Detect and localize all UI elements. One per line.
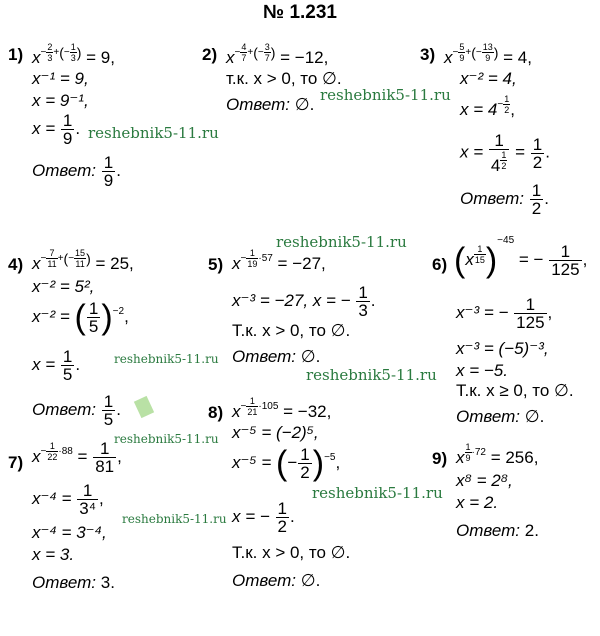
problem-6 (432, 236, 597, 436)
problem-number: 8) (208, 403, 224, 422)
problem-number: 5) (208, 255, 224, 274)
equation-line: x⁻⁵ = (−2)⁵, (232, 423, 319, 442)
equation-line: x = −5. (456, 361, 508, 380)
problem-number: 2) (202, 45, 218, 64)
answer-line: Ответ: 3. (32, 573, 115, 592)
equation-line: x⁻² = ( $\frac{1}{5}$ )$^{-2}$, (32, 298, 129, 337)
equation-line: x⁻³ = −27, x = − $\frac{1}{3}$ . (232, 283, 376, 320)
answer-line: Ответ: ∅. (232, 347, 321, 366)
equation-line: $x^{- \frac{1}{22} \cdot 88}$ = $\frac{1}{81}$ , (32, 439, 122, 476)
watermark: reshebnik5-11.ru (312, 484, 443, 502)
equation-line: x⁻⁴ = 3⁻⁴, (32, 523, 107, 542)
problem-number: 7) (8, 453, 24, 472)
page-title: № 1.231 (262, 2, 337, 23)
watermark: reshebnik5-11.ru (276, 233, 407, 251)
equation-line: $x^{- \frac{1}{19} \cdot 57} = -27$, (232, 248, 326, 274)
equation-line: $x = 4^{- \frac{1}{2}}$ , (460, 94, 515, 120)
answer-line: Ответ: $\frac{1}{5}$ . (32, 392, 121, 429)
problem-2 (202, 42, 402, 122)
equation-line: x⁻² = 5², (32, 277, 95, 296)
equation-line: x = − $\frac{1}{2}$ . (232, 499, 295, 536)
equation-line: Т.к. x ≥ 0, то ∅. (456, 381, 574, 400)
equation-line: x⁻² = 4, (460, 69, 517, 88)
equation-line: x = 9⁻¹, (32, 91, 89, 110)
answer-line: Ответ: $\frac{1}{2}$ . (460, 181, 549, 218)
watermark: reshebnik5-11.ru (306, 366, 437, 384)
answer-line: Ответ: ∅. (232, 571, 321, 590)
answer-line: Ответ: ∅. (226, 95, 315, 114)
equation-line: Т.к. x > 0, то ∅. (232, 321, 351, 340)
watermark: reshebnik5-11.ru (114, 432, 219, 446)
problem-4 (8, 248, 203, 428)
equation-line: $x^{- \frac{1}{21} \cdot 105} = -32$, (232, 396, 332, 422)
equation-line: x⁻¹ = 9, (32, 69, 89, 88)
problem-9 (432, 442, 597, 552)
equation-line: т.к. x > 0, то ∅. (226, 69, 342, 88)
equation-line: x = $\frac{1}{5}$ . (32, 347, 81, 384)
watermark: reshebnik5-11.ru (114, 352, 219, 366)
problem-number: 6) (432, 255, 448, 274)
problem-number: 3) (420, 45, 436, 64)
equation-line: x⁻⁵ = (− $\frac{1}{2}$ )$^{-5}$, (232, 444, 341, 483)
equation-line: (x $^{\frac{1}{15}}$ )$^{-45}$ = − $\frac{1}{125}$ , (454, 235, 588, 280)
equation-line: x = $\frac{1}{9}$ . (32, 111, 81, 148)
equation-line: $x^{- \frac{7}{11} +(- \frac{15}{11} )} = 25$, (32, 248, 134, 274)
problem-3 (420, 42, 595, 232)
problem-1 (8, 42, 188, 192)
equation-line: x = 1 4 $^{\frac{1}{2}}$ = $\frac{1}{2}$ . (460, 131, 550, 176)
equation-line: $x^{- \frac{2}{3} +(- \frac{1}{3} )} = 9$, (32, 42, 115, 68)
equation-line: x = 3. (32, 545, 75, 564)
equation-line: $x^{- \frac{4}{7} +(- \frac{3}{7} )} = -12$, (226, 42, 329, 68)
equation-line: x = 2. (456, 493, 499, 512)
watermark: reshebnik5-11.ru (88, 124, 219, 142)
watermark: reshebnik5-11.ru (320, 86, 451, 104)
problem-number: 9) (432, 449, 448, 468)
equation-line: $x^{- \frac{5}{9} +(- \frac{13}{9} )} = 4$, (444, 42, 532, 68)
answer-line: Ответ: 2. (456, 521, 539, 540)
equation-line: x⁸ = 2⁸, (456, 471, 513, 490)
equation-line: x⁻⁴ = $\frac{1}{\text{3⁴}}$ , (32, 481, 104, 518)
problem-5 (208, 248, 418, 378)
answer-line: Ответ: $\frac{1}{9}$ . (32, 153, 121, 190)
answer-line: Ответ: ∅. (456, 407, 545, 426)
equation-line: x⁻³ = − $\frac{1}{125}$ , (456, 295, 553, 332)
problem-number: 1) (8, 45, 24, 64)
equation-line: x $^{\frac{1}{9} \cdot 72}$ = 256, (456, 442, 539, 468)
equation-line: Т.к. x > 0, то ∅. (232, 543, 351, 562)
problem-number: 4) (8, 255, 24, 274)
watermark: reshebnik5-11.ru (122, 512, 227, 526)
equation-line: x⁻³ = (−5)⁻³, (456, 339, 549, 358)
